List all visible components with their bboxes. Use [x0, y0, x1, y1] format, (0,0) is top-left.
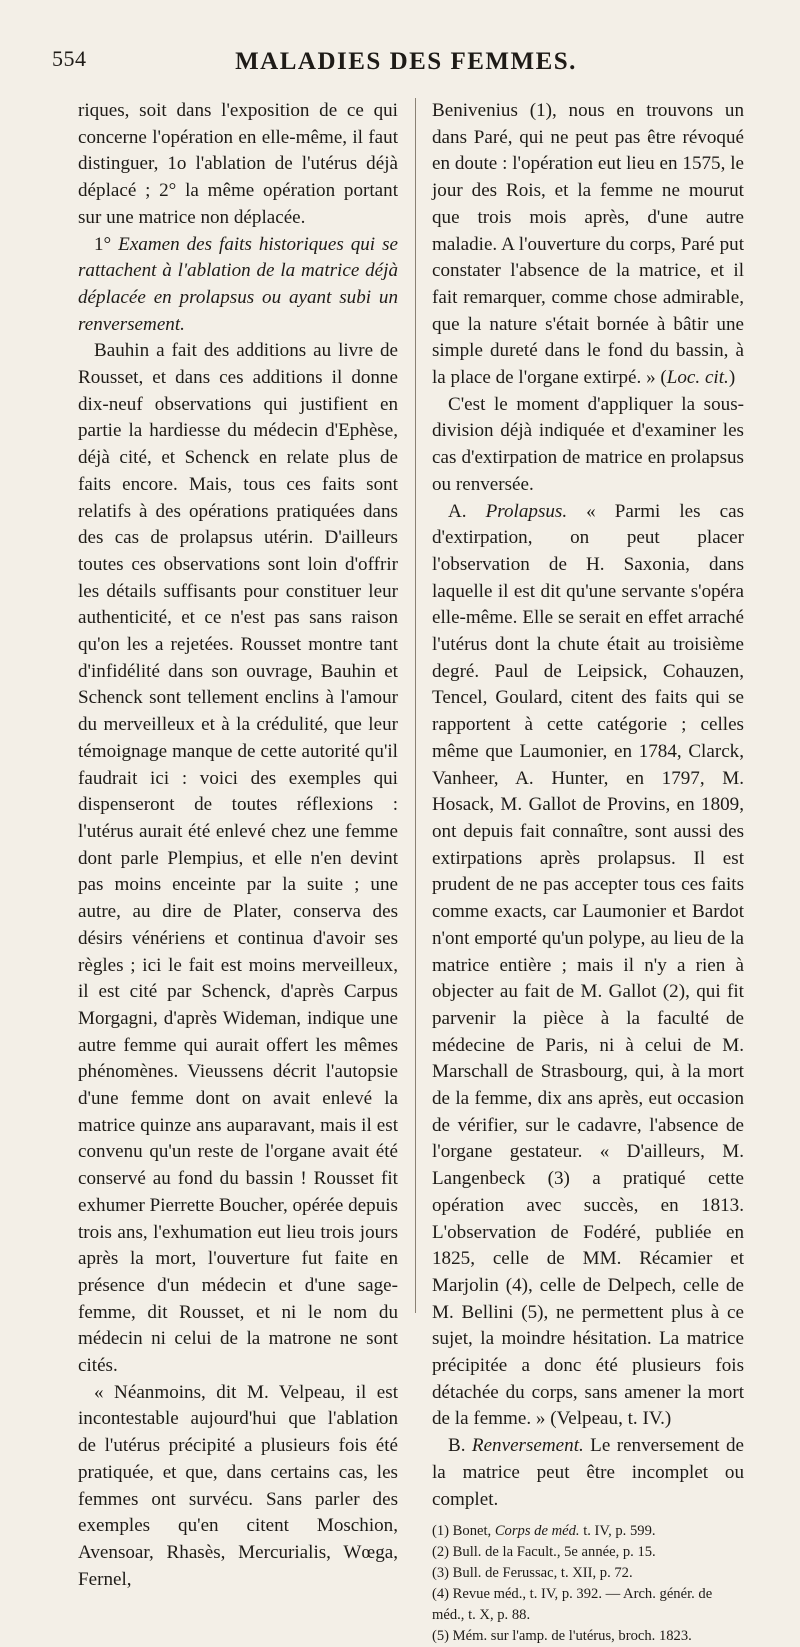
footnotes	[432, 1521, 744, 1647]
renversement-paragraph	[432, 1433, 744, 1513]
prolapsus-paragraph	[432, 499, 744, 1434]
footnote-1-post: t. IV, p. 599.	[579, 1523, 656, 1540]
left-paragraph-1: riques, soit dans l'exposition de ce qui concerne l'opération en elle-même, il faut distinguer, 1o l'ablation de l'utérus déjà déplacé ; 2° la même opération portant sur une matrice non déplacée.	[78, 100, 398, 228]
footnote-2: (2) Bull. de la Facult., 5e année, p. 15.	[432, 1544, 656, 1561]
right-column	[432, 98, 744, 1647]
footnote-1-pre: (1) Bonet,	[432, 1523, 495, 1540]
section-heading: Examen des faits historiques qui se rattachent à l'ablation de la matrice déjà déplacée en prolapsus ou ayant subi un renversement.	[78, 233, 398, 335]
footnote-4: (4) Revue méd., t. IV, p. 392. — Arch. génér. de méd., t. X, p. 88.	[432, 1586, 713, 1624]
renversement-letter: B.	[448, 1435, 472, 1457]
section-heading-paragraph	[78, 232, 398, 339]
running-title: MALADIES DES FEMMES.	[235, 48, 577, 75]
footnote-5: (5) Mém. sur l'amp. de l'utérus, broch. 1823.	[432, 1628, 692, 1645]
right-paragraph-1	[432, 98, 744, 392]
right-paragraph-1-end: )	[728, 367, 736, 389]
footnote-1	[432, 1521, 744, 1542]
section-heading-number: 1°	[94, 233, 119, 255]
left-paragraph-velpeau-quote: « Néanmoins, dit M. Velpeau, il est incontestable aujourd'hui que l'ablation de l'utérus précipité a plusieurs fois été pratiquée, et que, dans certains cas, les femmes ont survécu. Sans parler des exemples qu'en citent Moschion, Avensoar, Rhasès, Mercurialis, Wœga, Fernel,	[78, 1381, 398, 1590]
left-column	[78, 98, 398, 1593]
prolapsus-heading: Prolapsus.	[485, 500, 568, 522]
right-paragraph-1-text: Benivenius (1), nous en trouvons un dans Paré, qui ne peut pas être révoqué en doute : l'opération eut lieu en 1575, le jour des Rois, et la femme ne mourut que trois mois après, d'une autre maladie. A l'ouverture du corps, Paré put constater l'absence de la matrice, et il fait remarquer, comme chose admirable, que la nature s'était bornée à bâtir une simple dureté dans le fond du bassin, à la place de l'organe extirpé. » (	[432, 100, 744, 389]
footnote-3: (3) Bull. de Ferussac, t. XII, p. 72.	[432, 1565, 633, 1582]
renversement-text: Le renversement de la matrice peut être incomplet ou complet.	[432, 1435, 744, 1510]
right-paragraph-2: C'est le moment d'appliquer la sous-division déjà indiquée et d'examiner les cas d'extirpation de matrice en prolapsus ou renversée.	[432, 393, 744, 495]
column-divider	[415, 98, 416, 1313]
page-header	[52, 46, 760, 82]
loc-cit: Loc. cit.	[666, 367, 729, 389]
footnote-1-title: Corps de méd.	[494, 1523, 580, 1540]
prolapsus-letter: A.	[448, 500, 486, 522]
page-number: 554	[52, 46, 87, 71]
left-paragraph-bauhin: Bauhin a fait des additions au livre de Rousset, et dans ces additions il donne dix-neuf observations qui justifient en partie la hardiesse du médecin d'Ephèse, déjà cité, et Schenck en relate plus de faits encore. Mais, tous ces faits sont relatifs à des opérations pratiquées dans des cas de prolapsus utérin. D'ailleurs toutes ces observations sont loin d'offrir les détails suffisants pour constituer leur authenticité, et ce n'est pas sans raison qu'on les a rejetées. Rousset montre tant d'infidélité dans son ouvrage, Bauhin et Schenck sont tellement enclins à l'amour du merveilleux et à la crédulité, que leur témoignage manque de cette autorité qu'il faudrait ici : voici des exemples qui dispenseront de toutes réflexions : l'utérus aurait été enlevé chez une femme dont parle Plempius, et elle n'en devint pas moins enceinte par la suite ; une autre, au dire de Plater, conserva des désirs vénériens et continua d'avoir ses règles ; ici le fait est moins merveilleux, il est cité par Schenck, d'après Carpus Morgagni, d'après Wideman, indique une autre femme qui aurait offert les mêmes phénomènes. Vieussens décrit l'autopsie d'une femme dont on avait enlevé la matrice quinze ans auparavant, mais il est convenu qu'un reste de l'organe avait été conservé au fond du bassin ! Rousset fit exhumer Pierrette Boucher, opérée depuis trois ans, l'exhumation eut lieu trois jours après la mort, l'ouverture fut faite en présence d'un médecin et d'une sage-femme, dit Rousset, et ni le nom du médecin ni celui de la matrone ne sont cités.	[78, 340, 398, 1377]
prolapsus-text: « Parmi les cas d'extirpation, on peut placer l'observation de H. Saxonia, dans laquelle il est dit qu'une servante s'opéra elle-même. Elle se serait en effet arraché l'utérus dont la chute était au troisième degré. Paul de Leipsick, Cohauzen, Tencel, Goulard, citent des faits qui se rapportent à cette catégorie ; celles même que Laumonier, en 1784, Clarck, Vanheer, A. Hunter, en 1797, M. Hosack, M. Gallot de Provins, en 1809, ont depuis fait connaître, sont aussi des extirpations après prolapsus. Il est prudent de ne pas accepter tous ces faits comme exacts, car Laumonier et Bardot n'ont emporté qu'un polype, au lieu de la matrice entière ; mais il n'y a rien à objecter au fait de M. Gallot (2), qui fit parvenir la pièce à la faculté de médecine de Paris, ni à celui de M. Marschall de Strasbourg, qui, à la mort de la femme, dix ans après, eut occasion de vérifier, sur le cadavre, l'absence de l'organe gestateur. « D'ailleurs, M. Langenbeck (3) a pratiqué cette opération avec succès, en 1813. L'observation de Fodéré, publiée en 1825, celle de MM. Récamier et Marjolin (4), celle de Delpech, celle de M. Bellini (5), ne permettent plus à ce sujet, la moindre hésitation. La matrice précipitée a donc été plusieurs fois détachée du corps, sans amener la mort de la femme. » (Velpeau, t. IV.)	[432, 500, 745, 1430]
renversement-heading: Renversement.	[471, 1435, 584, 1457]
